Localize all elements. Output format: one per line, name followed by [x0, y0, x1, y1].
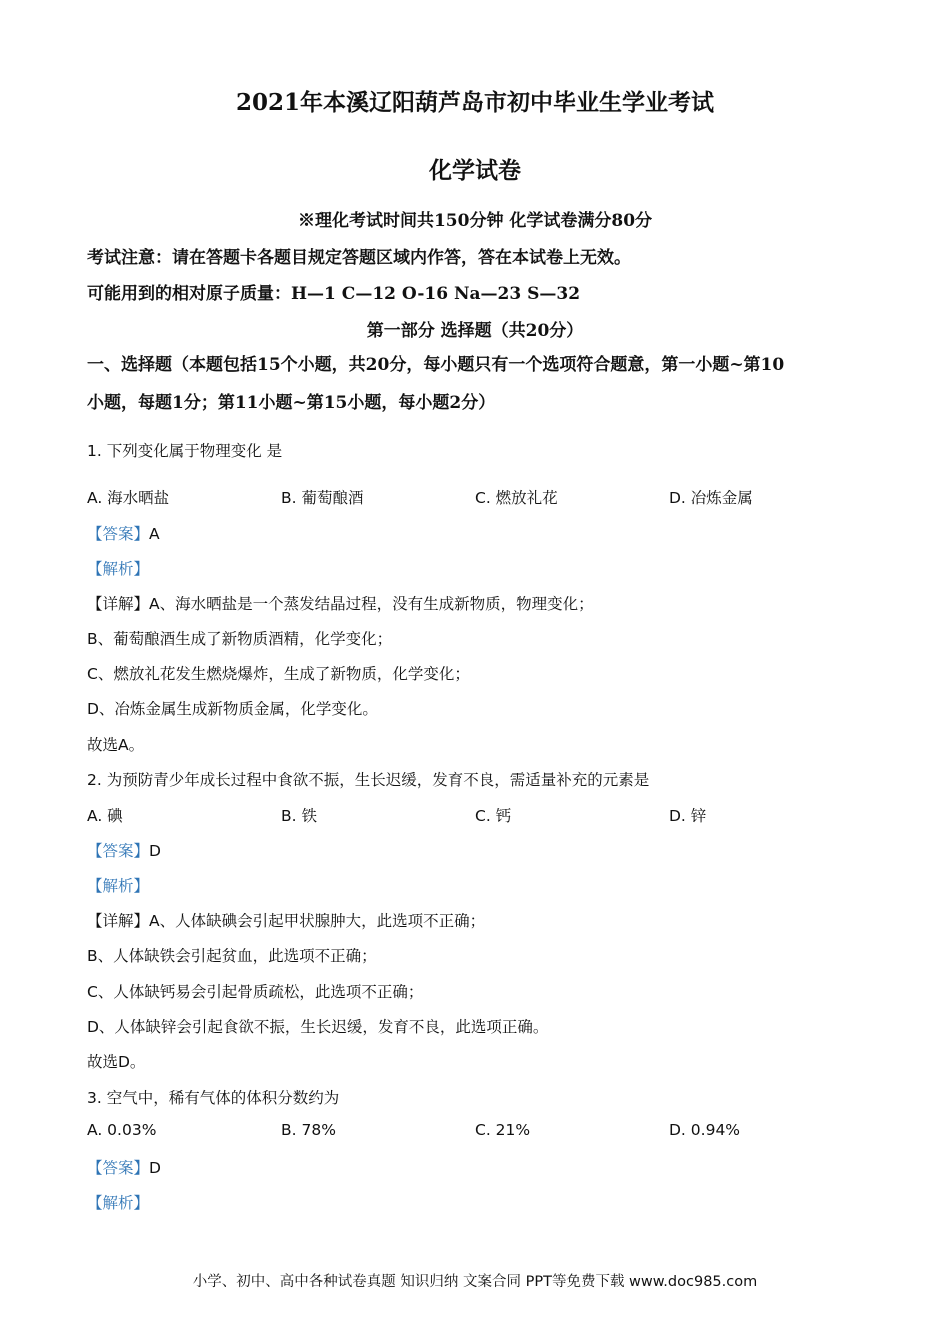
question-1-option-b: B. 葡萄酿酒	[281, 489, 364, 507]
exam-note: 考试注意：请在答题卡各题目规定答题区域内作答，答在本试卷上无效。	[87, 248, 631, 268]
question-3-option-b: B. 78%	[281, 1121, 336, 1139]
question-3-option-d: D. 0.94%	[669, 1121, 741, 1139]
section-instruction-line1: 一、选择题（本题包括15个小题，共20分，每小题只有一个选项符合题意，第一小题~第10	[87, 355, 785, 375]
detail-text: A、人体缺碘会引起甲状腺肿大，此选项不正确；	[149, 912, 486, 930]
question-2-detail-3: C、人体缺钙易会引起骨质疏松，此选项不正确；	[87, 983, 424, 1001]
answer-value: A	[149, 525, 160, 543]
question-3-option-a: A. 0.03%	[87, 1121, 157, 1139]
question-3-analysis-label: 【解析】	[87, 1194, 150, 1212]
question-2-option-b: B. 铁	[281, 807, 317, 825]
question-1-stem: 1. 下列变化属于物理变化 是	[87, 442, 283, 460]
answer-label: 【答案】	[87, 1159, 150, 1177]
section-instruction-line2: 小题，每题1分；第11小题~第15小题，每小题2分）	[87, 393, 496, 413]
question-2-detail-2: B、人体缺铁会引起贫血，此选项不正确；	[87, 947, 377, 965]
question-3-option-c: C. 21%	[475, 1121, 531, 1139]
question-1-detail-2: B、葡萄酿酒生成了新物质酒精，化学变化；	[87, 630, 393, 648]
question-1-detail-4: D、冶炼金属生成新物质金属，化学变化。	[87, 700, 378, 718]
part-title: 第一部分 选择题（共20分）	[366, 321, 584, 341]
question-1-analysis-label: 【解析】	[87, 560, 150, 578]
question-2-option-a: A. 碘	[87, 807, 123, 825]
answer-label: 【答案】	[87, 842, 150, 860]
question-1-detail-1	[87, 592, 594, 614]
question-3-stem: 3. 空气中，稀有气体的体积分数约为	[87, 1089, 340, 1107]
page-footer: 小学、初中、高中各种试卷真题 知识归纳 文案合同 PPT等免费下载 www.doc985.com	[192, 1274, 758, 1290]
question-1-option-a: A. 海水晒盐	[87, 489, 170, 507]
detail-label: 【详解】	[87, 595, 150, 613]
question-1-option-c: C. 燃放礼花	[475, 489, 558, 507]
question-2-stem: 2. 为预防青少年成长过程中食欲不振，生长迟缓，发育不良，需适量补充的元素是	[87, 771, 650, 789]
exam-subtitle: 化学试卷	[429, 157, 521, 184]
answer-label: 【答案】	[87, 525, 150, 543]
detail-label: 【详解】	[87, 912, 150, 930]
question-2-conclusion: 故选D。	[87, 1053, 146, 1071]
question-2-option-d: D. 锌	[669, 807, 707, 825]
answer-value: D	[149, 1159, 161, 1177]
detail-text: A、海水晒盐是一个蒸发结晶过程，没有生成新物质，物理变化；	[149, 595, 594, 613]
question-1-detail-3: C、燃放礼花发生燃烧爆炸，生成了新物质，化学变化；	[87, 665, 470, 683]
question-2-analysis-label: 【解析】	[87, 877, 150, 895]
question-1-option-d: D. 冶炼金属	[669, 489, 753, 507]
atomic-mass-note: 可能用到的相对原子质量：H—1 C—12 O-16 Na—23 S—32	[87, 284, 581, 304]
question-2-option-c: C. 钙	[475, 807, 512, 825]
question-1-answer	[87, 522, 160, 544]
question-2-detail-1	[87, 909, 485, 931]
question-1-conclusion: 故选A。	[87, 736, 145, 754]
question-2-detail-4: D、人体缺锌会引起食欲不振，生长迟缓，发育不良，此选项正确。	[87, 1018, 549, 1036]
exam-title: 2021年本溪辽阳葫芦岛市初中毕业生学业考试	[235, 89, 714, 116]
time-note: ※理化考试时间共150分钟 化学试卷满分80分	[297, 211, 653, 231]
question-2-answer	[87, 839, 161, 861]
question-3-answer	[87, 1156, 161, 1178]
answer-value: D	[149, 842, 161, 860]
